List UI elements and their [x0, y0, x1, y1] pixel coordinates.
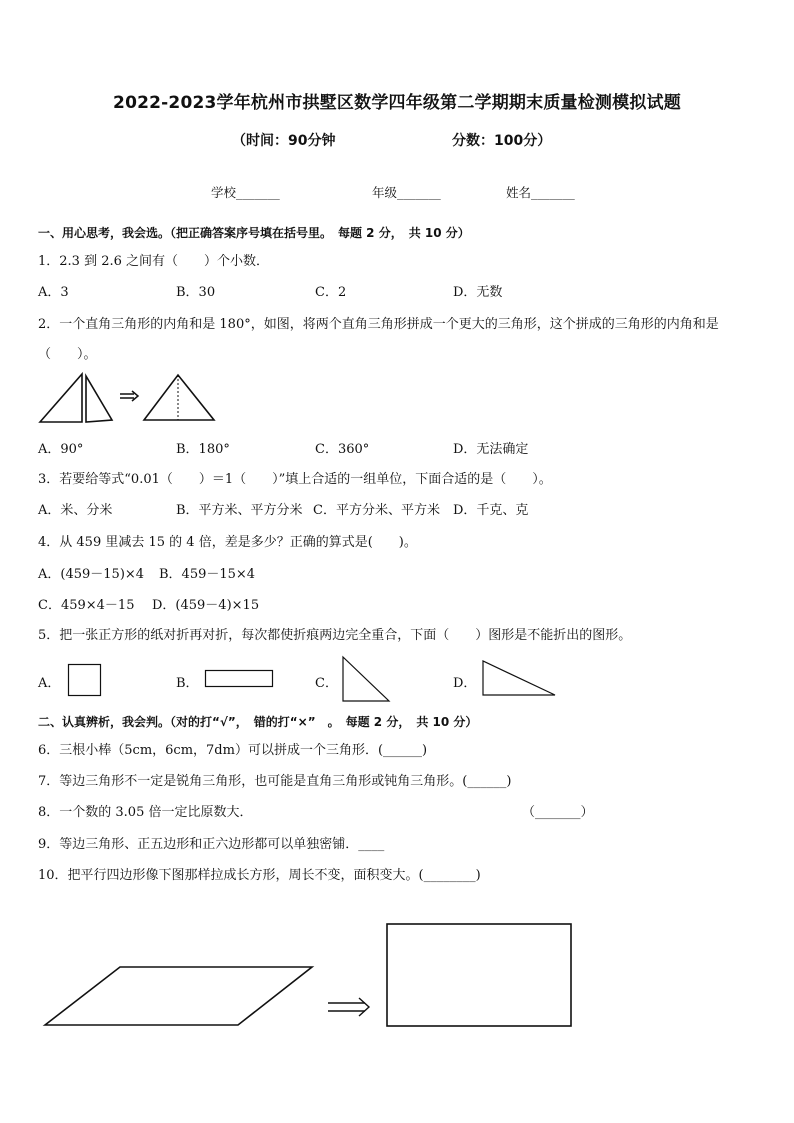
q8-answer-blank[interactable]: （_______）: [522, 805, 594, 820]
question-5: 5．把一张正方形的纸对折再对折，每次都使折痕两边完全重合，下面（ ）图形是不能折出的图形。: [38, 628, 632, 643]
right-triangle: [86, 376, 112, 422]
q2-option-b[interactable]: B．180°: [176, 442, 230, 457]
exam-time: （时间：90分钟: [232, 133, 336, 149]
school-field[interactable]: 学校_______: [211, 185, 280, 200]
q1-option-c[interactable]: C．2: [315, 285, 347, 300]
question-7: 7．等边三角形不一定是锐角三角形，也可能是直角三角形或钝角三角形。(______): [38, 774, 512, 789]
name-field[interactable]: 姓名_______: [506, 185, 575, 200]
q1-option-b[interactable]: B．30: [176, 285, 216, 300]
question-2: 2．一个直角三角形的内角和是 180°，如图，将两个直角三角形拼成一个更大的三角形，这个拼成的三角形的内角和是: [38, 317, 719, 332]
q10-parallelogram: [44, 965, 314, 1027]
exam-title: 2022-2023学年杭州市拱墅区数学四年级第二学期期末质量检测模拟试题: [113, 93, 681, 113]
question-3: 3．若要给等式“0.01（ ）＝1（ ）”填上合适的一组单位，下面合适的是（ ）。: [38, 472, 552, 487]
q1-option-a[interactable]: A．3: [38, 285, 69, 300]
q5-option-a[interactable]: A．: [38, 676, 61, 691]
left-triangle: [40, 374, 82, 422]
question-8: 8．一个数的 3.05 倍一定比原数大．: [38, 805, 253, 820]
q5-right-isosceles-triangle: [341, 655, 391, 703]
q2-triangles-figure: [38, 372, 218, 424]
merged-triangle: [144, 375, 214, 420]
q4-option-c[interactable]: C．459×4－15: [38, 598, 135, 613]
arrow-icon: [120, 391, 138, 401]
q1-option-d[interactable]: D．无数: [453, 285, 503, 300]
question-6: 6．三根小棒（5cm，6cm，7dm）可以拼成一个三角形．(______): [38, 743, 428, 758]
q5-option-d[interactable]: D．: [453, 676, 477, 691]
q2-option-c[interactable]: C．360°: [315, 442, 370, 457]
question-9: 9．等边三角形、正五边形和正六边形都可以单独密铺．____: [38, 837, 385, 852]
section1-heading: 一、用心思考，我会选。（把正确答案序号填在括号里。 每题 2 分， 共 10 分）: [38, 226, 470, 240]
q10-rectangle: [386, 923, 572, 1027]
q5-option-b[interactable]: B．: [176, 676, 199, 691]
section2-heading: 二、认真辨析，我会判。（对的打“√”， 错的打“×” 。 每题 2 分， 共 10 分）: [38, 715, 478, 729]
q5-option-c[interactable]: C．: [315, 676, 338, 691]
exam-score: 分数：100分）: [452, 133, 552, 149]
q5-rectangle-shape: [205, 670, 273, 688]
q3-option-b[interactable]: B．平方米、平方分米: [176, 503, 303, 518]
question-2-cont: （ ）。: [38, 347, 97, 362]
q4-option-d[interactable]: D．(459－4)×15: [152, 598, 260, 613]
q3-option-a[interactable]: A．米、分米: [38, 503, 113, 518]
question-4: 4．从 459 里减去 15 的 4 倍，差是多少？正确的算式是( )。: [38, 535, 417, 550]
q5-square-shape: [68, 664, 101, 696]
q2-option-d[interactable]: D．无法确定: [453, 442, 529, 457]
q2-option-a[interactable]: A．90°: [38, 442, 84, 457]
q4-option-b[interactable]: B．459－15×4: [159, 567, 256, 582]
q3-option-d[interactable]: D．千克、克: [453, 503, 529, 518]
question-10: 10．把平行四边形像下图那样拉成长方形，周长不变，面积变大。(________): [38, 868, 481, 883]
grade-field[interactable]: 年级_______: [372, 185, 441, 200]
q5-right-triangle: [481, 659, 557, 697]
question-1: 1．2.3 到 2.6 之间有（ ）个小数．: [38, 254, 270, 269]
double-arrow-icon: [327, 996, 373, 1020]
q3-option-c[interactable]: C．平方分米、平方米: [313, 503, 440, 518]
q4-option-a[interactable]: A．(459－15)×4: [38, 567, 145, 582]
